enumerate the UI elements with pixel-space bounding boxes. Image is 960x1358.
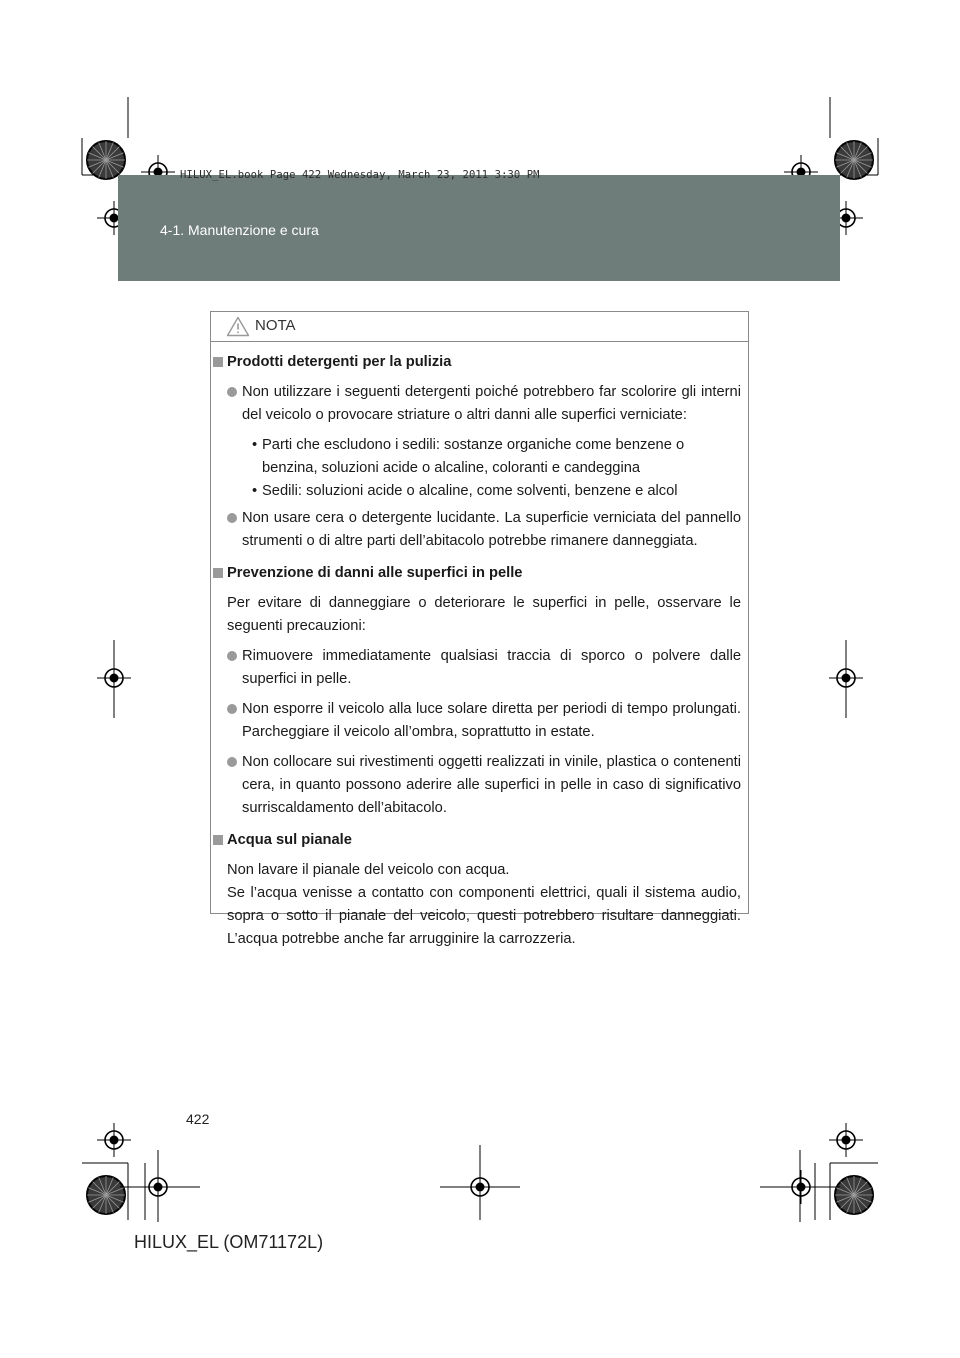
paragraph: Per evitare di danneggiare o deteriorare le superfici in pelle, osservare le seguenti precauzioni: [227, 595, 741, 634]
section-heading: Acqua sul pianale [211, 829, 748, 852]
list-item: Non usare cera o detergente lucidante. La superficie verniciata del pannello strumenti o di altre parti dell’abitacolo potrebbe rimanere danneggiata. [211, 507, 748, 553]
paragraph: Non lavare il pianale del veicolo con acqua. Se l’acqua venisse a contatto con componenti elettrici, quali il sistema audio, sopra o sotto il pianale del veicolo, questi potrebbero risultare danneggiati. L’acqua potrebbe anche far arrugginire la carrozzeria. [227, 862, 741, 947]
note-body [211, 342, 748, 951]
section-title: 4-1. Manutenzione e cura [160, 222, 319, 238]
note-header [211, 312, 748, 342]
note-box [210, 311, 749, 947]
round-bullet-icon [227, 387, 237, 397]
square-bullet-icon [213, 835, 223, 845]
sub-list-item: • Parti che escludono i sedili: sostanze organiche come benzene o benzina, soluzioni acide o alcaline, coloranti e candeggina [211, 434, 748, 480]
round-bullet-icon [227, 704, 237, 714]
small-bullet-icon: • [252, 437, 258, 453]
round-bullet-icon [227, 651, 237, 661]
page-number: 422 [186, 1111, 210, 1127]
section-heading: Prodotti detergenti per la pulizia [211, 351, 748, 374]
square-bullet-icon [213, 357, 223, 367]
list-item: Non utilizzare i seguenti detergenti poiché potrebbero far scolorire gli interni del veicolo o provocare striature o altri danni alle superfici verniciate: [211, 381, 748, 427]
round-bullet-icon [227, 757, 237, 767]
document-id: HILUX_EL (OM71172L) [134, 1232, 324, 1252]
small-bullet-icon: • [252, 483, 258, 499]
list-item: Non collocare sui rivestimenti oggetti realizzati in vinile, plastica o contenenti cera, in quanto possono aderire alle superfici in pelle in caso di significativo surriscaldamento dell’abitacolo. [211, 751, 748, 820]
list-item: Non esporre il veicolo alla luce solare diretta per periodi di tempo prolungati. Parcheggiare il veicolo all’ombra, soprattutto in estate. [211, 698, 748, 744]
book-stamp: HILUX_EL.book Page 422 Wednesday, March 23, 2011 3:30 PM [180, 169, 540, 181]
section-heading: Prevenzione di danni alle superfici in pelle [211, 562, 748, 585]
square-bullet-icon [213, 568, 223, 578]
sub-list-item: • Sedili: soluzioni acide o alcaline, come solventi, benzene e alcol [211, 480, 748, 503]
round-bullet-icon [227, 513, 237, 523]
list-item: Rimuovere immediatamente qualsiasi traccia di sporco o polvere dalle superfici in pelle. [211, 645, 748, 691]
warning-triangle-icon [226, 316, 250, 337]
note-label: NOTA [255, 317, 296, 334]
